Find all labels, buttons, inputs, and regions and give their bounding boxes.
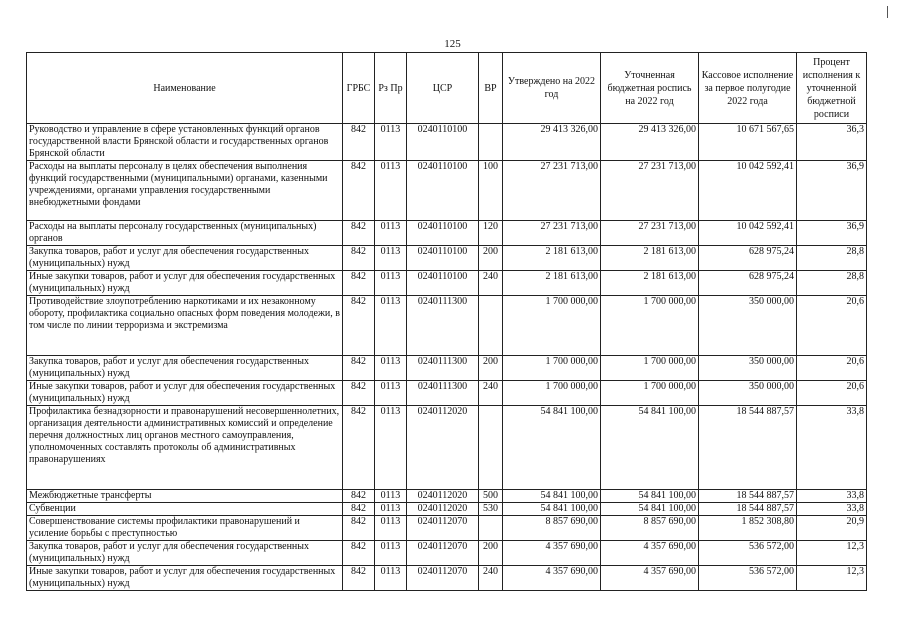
cell-csr: 0240112020: [407, 406, 479, 490]
page-number: 125: [444, 38, 461, 50]
cell-percent: 28,8: [797, 246, 867, 271]
cell-csr: 0240112020: [407, 503, 479, 516]
cell-csr: 0240110100: [407, 124, 479, 161]
cell-vr: [479, 406, 503, 490]
cell-rzpr: 0113: [375, 516, 407, 541]
cell-cash: 628 975,24: [699, 271, 797, 296]
cell-rzpr: 0113: [375, 541, 407, 566]
cell-name: Руководство и управление в сфере установленных функций органов государственной власти Брянской области и государственных органов Брянской области: [27, 124, 343, 161]
table-row: [27, 406, 867, 490]
cell-refined: 54 841 100,00: [601, 490, 699, 503]
cell-grbs: 842: [343, 490, 375, 503]
header-vr: ВР: [479, 53, 503, 124]
cell-refined: 2 181 613,00: [601, 246, 699, 271]
margin-mark: [887, 6, 888, 18]
cell-csr: 0240112070: [407, 516, 479, 541]
cell-grbs: 842: [343, 516, 375, 541]
cell-grbs: 842: [343, 161, 375, 221]
cell-approved: 27 231 713,00: [503, 221, 601, 246]
cell-grbs: 842: [343, 541, 375, 566]
cell-rzpr: 0113: [375, 271, 407, 296]
cell-refined: 4 357 690,00: [601, 541, 699, 566]
cell-refined: 1 700 000,00: [601, 381, 699, 406]
header-percent: Процент исполнения к уточненной бюджетной росписи: [797, 53, 867, 124]
cell-percent: 20,9: [797, 516, 867, 541]
cell-csr: 0240110100: [407, 246, 479, 271]
cell-approved: 27 231 713,00: [503, 161, 601, 221]
cell-refined: 1 700 000,00: [601, 296, 699, 356]
cell-percent: 20,6: [797, 356, 867, 381]
cell-rzpr: 0113: [375, 296, 407, 356]
table-row: [27, 381, 867, 406]
cell-refined: 2 181 613,00: [601, 271, 699, 296]
cell-grbs: 842: [343, 356, 375, 381]
header-approved: Утверждено на 2022 год: [503, 53, 601, 124]
cell-approved: 54 841 100,00: [503, 503, 601, 516]
cell-rzpr: 0113: [375, 161, 407, 221]
cell-vr: 100: [479, 161, 503, 221]
cell-name: Противодействие злоупотреблению наркотиками и их незаконному обороту, профилактика социально опасных форм поведения молодежи, в том числе по линии терроризма и экстремизма: [27, 296, 343, 356]
cell-rzpr: 0113: [375, 381, 407, 406]
cell-vr: 200: [479, 246, 503, 271]
cell-approved: 4 357 690,00: [503, 566, 601, 591]
cell-grbs: 842: [343, 406, 375, 490]
cell-name: Иные закупки товаров, работ и услуг для обеспечения государственных (муниципальных) нужд: [27, 271, 343, 296]
cell-percent: 33,8: [797, 490, 867, 503]
budget-table: [26, 52, 867, 591]
header-refined: Уточненная бюджетная роспись на 2022 год: [601, 53, 699, 124]
cell-refined: 27 231 713,00: [601, 221, 699, 246]
cell-name: Иные закупки товаров, работ и услуг для обеспечения государственных (муниципальных) нужд: [27, 566, 343, 591]
cell-grbs: 842: [343, 124, 375, 161]
cell-cash: 350 000,00: [699, 356, 797, 381]
cell-name: Иные закупки товаров, работ и услуг для обеспечения государственных (муниципальных) нужд: [27, 381, 343, 406]
cell-refined: 8 857 690,00: [601, 516, 699, 541]
cell-approved: 1 700 000,00: [503, 356, 601, 381]
cell-approved: 2 181 613,00: [503, 271, 601, 296]
header-cash: Кассовое исполнение за первое полугодие 2022 года: [699, 53, 797, 124]
cell-cash: 628 975,24: [699, 246, 797, 271]
cell-cash: 536 572,00: [699, 566, 797, 591]
cell-grbs: 842: [343, 221, 375, 246]
table-row: [27, 541, 867, 566]
cell-vr: 500: [479, 490, 503, 503]
header-name: Наименование: [27, 53, 343, 124]
cell-name: Профилактика безнадзорности и правонарушений несовершеннолетних, организация деятельности административных комиссий и определение перечня должностных лиц органов местного самоуправления, уполномоченных составлять протоколы об административных правонарушениях: [27, 406, 343, 490]
header-rzpr: Рз Пр: [375, 53, 407, 124]
cell-csr: 0240112070: [407, 541, 479, 566]
cell-cash: 18 544 887,57: [699, 406, 797, 490]
cell-grbs: 842: [343, 381, 375, 406]
table-row: [27, 161, 867, 221]
cell-name: Межбюджетные трансферты: [27, 490, 343, 503]
cell-grbs: 842: [343, 503, 375, 516]
cell-rzpr: 0113: [375, 490, 407, 503]
cell-vr: [479, 296, 503, 356]
cell-vr: 240: [479, 566, 503, 591]
cell-cash: 1 852 308,80: [699, 516, 797, 541]
cell-approved: 4 357 690,00: [503, 541, 601, 566]
cell-percent: 28,8: [797, 271, 867, 296]
cell-vr: 200: [479, 541, 503, 566]
cell-percent: 20,6: [797, 381, 867, 406]
cell-cash: 10 042 592,41: [699, 221, 797, 246]
cell-vr: [479, 124, 503, 161]
cell-refined: 54 841 100,00: [601, 406, 699, 490]
cell-percent: 12,3: [797, 566, 867, 591]
cell-rzpr: 0113: [375, 356, 407, 381]
cell-percent: 12,3: [797, 541, 867, 566]
cell-refined: 27 231 713,00: [601, 161, 699, 221]
cell-percent: 36,9: [797, 221, 867, 246]
cell-approved: 54 841 100,00: [503, 406, 601, 490]
table-row: [27, 296, 867, 356]
cell-refined: 29 413 326,00: [601, 124, 699, 161]
cell-csr: 0240111300: [407, 296, 479, 356]
cell-name: Расходы на выплаты персоналу государственных (муниципальных) органов: [27, 221, 343, 246]
cell-vr: 530: [479, 503, 503, 516]
cell-cash: 18 544 887,57: [699, 490, 797, 503]
cell-csr: 0240110100: [407, 161, 479, 221]
cell-cash: 536 572,00: [699, 541, 797, 566]
cell-approved: 1 700 000,00: [503, 296, 601, 356]
cell-grbs: 842: [343, 566, 375, 591]
cell-approved: 29 413 326,00: [503, 124, 601, 161]
table-header-row: [27, 53, 867, 124]
cell-cash: 350 000,00: [699, 296, 797, 356]
table-body: [27, 124, 867, 591]
cell-vr: 240: [479, 271, 503, 296]
cell-vr: 240: [479, 381, 503, 406]
table-row: [27, 271, 867, 296]
table-row: [27, 503, 867, 516]
cell-approved: 2 181 613,00: [503, 246, 601, 271]
cell-approved: 1 700 000,00: [503, 381, 601, 406]
table-row: [27, 356, 867, 381]
cell-refined: 1 700 000,00: [601, 356, 699, 381]
cell-name: Закупка товаров, работ и услуг для обеспечения государственных (муниципальных) нужд: [27, 541, 343, 566]
cell-csr: 0240110100: [407, 271, 479, 296]
cell-name: Закупка товаров, работ и услуг для обеспечения государственных (муниципальных) нужд: [27, 356, 343, 381]
table-row: [27, 221, 867, 246]
cell-rzpr: 0113: [375, 124, 407, 161]
cell-rzpr: 0113: [375, 221, 407, 246]
cell-percent: 36,3: [797, 124, 867, 161]
cell-csr: 0240111300: [407, 356, 479, 381]
cell-grbs: 842: [343, 271, 375, 296]
header-csr: ЦСР: [407, 53, 479, 124]
cell-percent: 36,9: [797, 161, 867, 221]
cell-refined: 4 357 690,00: [601, 566, 699, 591]
cell-vr: 200: [479, 356, 503, 381]
cell-csr: 0240112070: [407, 566, 479, 591]
cell-percent: 33,8: [797, 503, 867, 516]
cell-name: Совершенствование системы профилактики правонарушений и усиление борьбы с преступностью: [27, 516, 343, 541]
cell-name: Субвенции: [27, 503, 343, 516]
cell-rzpr: 0113: [375, 566, 407, 591]
table-row: [27, 246, 867, 271]
cell-rzpr: 0113: [375, 246, 407, 271]
cell-approved: 8 857 690,00: [503, 516, 601, 541]
cell-cash: 10 042 592,41: [699, 161, 797, 221]
cell-approved: 54 841 100,00: [503, 490, 601, 503]
cell-csr: 0240111300: [407, 381, 479, 406]
cell-grbs: 842: [343, 296, 375, 356]
table-row: [27, 566, 867, 591]
cell-cash: 18 544 887,57: [699, 503, 797, 516]
header-grbs: ГРБС: [343, 53, 375, 124]
cell-grbs: 842: [343, 246, 375, 271]
cell-rzpr: 0113: [375, 503, 407, 516]
cell-csr: 0240110100: [407, 221, 479, 246]
cell-percent: 33,8: [797, 406, 867, 490]
cell-csr: 0240112020: [407, 490, 479, 503]
cell-name: Закупка товаров, работ и услуг для обеспечения государственных (муниципальных) нужд: [27, 246, 343, 271]
cell-vr: 120: [479, 221, 503, 246]
cell-vr: [479, 516, 503, 541]
table-row: [27, 490, 867, 503]
cell-cash: 350 000,00: [699, 381, 797, 406]
table-row: [27, 516, 867, 541]
cell-percent: 20,6: [797, 296, 867, 356]
cell-refined: 54 841 100,00: [601, 503, 699, 516]
cell-rzpr: 0113: [375, 406, 407, 490]
table-row: [27, 124, 867, 161]
cell-name: Расходы на выплаты персоналу в целях обеспечения выполнения функций государственными (муниципальными) органами, казенными учреждениями, органами управления государственными внебюджетными фондами: [27, 161, 343, 221]
cell-cash: 10 671 567,65: [699, 124, 797, 161]
